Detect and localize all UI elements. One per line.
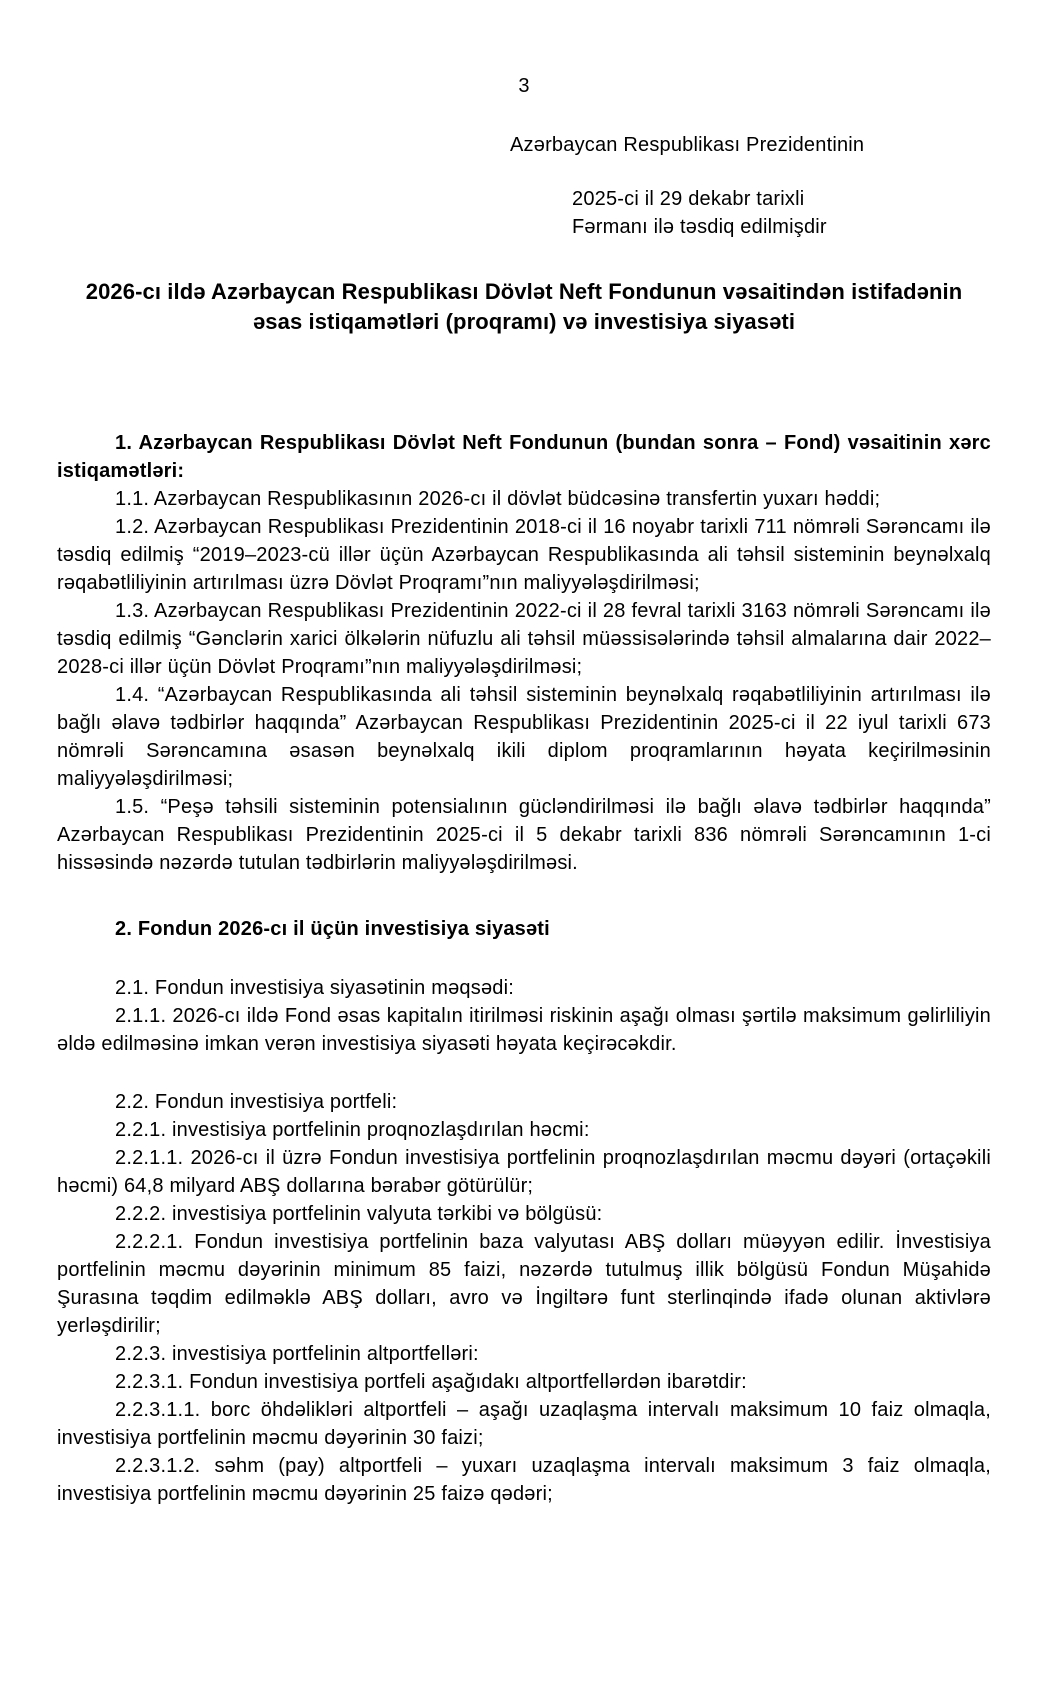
document-title: 2026-cı ildə Azərbaycan Respublikası Dövlət Neft Fondunun vəsaitindən istifadənin əsas istiqamətləri (proqramı) və investisiya siyasəti (85, 279, 963, 334)
clause-2-2-3-1: 2.2.3.1. Fondun investisiya portfeli aşağıdakı altportfellərdən ibarətdir: (115, 1371, 747, 1393)
clause-1-3: 1.3. Azərbaycan Respublikası Prezidentinin 2022-ci il 28 fevral tarixli 3163 nömrəli Sərəncamı ilə təsdiq edilmiş “Gənclərin xarici ölkələrin nüfuzlu ali təhsil müəssisələrində təhsil almalarına dair 2022–2028-ci illər üçün Dövlət Proqramı”nın maliyyələşdirilməsi; (57, 600, 991, 678)
document-body (57, 429, 991, 1508)
page-number: 3 (518, 75, 530, 97)
approval-approved-line: Fərmanı ilə təsdiq edilmişdir (572, 216, 827, 238)
clause-2-2: 2.2. Fondun investisiya portfeli: (115, 1091, 398, 1113)
clause-2-2-2: 2.2.2. investisiya portfelinin valyuta tərkibi və bölgüsü: (115, 1203, 603, 1225)
clause-1-2: 1.2. Azərbaycan Respublikası Prezidentinin 2018-ci il 16 noyabr tarixli 711 nömrəli Sərəncamı ilə təsdiq edilmiş “2019–2023-cü illər üçün Azərbaycan Respublikasında ali təhsil sisteminin beynəlxalq rəqabətliliyinin artırılması üzrə Dövlət Proqramı”nın maliyyələşdirilməsi; (57, 516, 991, 594)
clause-2-2-3: 2.2.3. investisiya portfelinin altportfelləri: (115, 1343, 479, 1365)
clause-2-1: 2.1. Fondun investisiya siyasətinin məqsədi: (115, 977, 515, 999)
approval-date-line: 2025-ci il 29 dekabr tarixli (572, 188, 805, 210)
approval-block (57, 131, 991, 241)
clause-2-2-1-1: 2.2.1.1. 2026-cı il üzrə Fondun investisiya portfelinin proqnozlaşdırılan məcmu dəyəri (ortaçəkili həcmi) 64,8 milyard ABŞ dollarına bərabər götürülür; (57, 1147, 991, 1197)
clause-2-2-3-1-1: 2.2.3.1.1. borc öhdəlikləri altportfeli – aşağı uzaqlaşma intervalı maksimum 10 faiz olmaqla, investisiya portfelinin məcmu dəyərinin 30 faizi; (57, 1399, 991, 1449)
clause-2-2-3-1-2: 2.2.3.1.2. səhm (pay) altportfeli – yuxarı uzaqlaşma intervalı maksimum 3 faiz olmaqla, investisiya portfelinin məcmu dəyərinin 25 faizə qədəri; (57, 1455, 991, 1505)
clause-1-1: 1.1. Azərbaycan Respublikasının 2026-cı il dövlət büdcəsinə transfertin yuxarı həddi; (115, 488, 881, 510)
approval-authority-line: Azərbaycan Respublikası Prezidentinin (510, 134, 865, 156)
section-1-heading: 1. Azərbaycan Respublikası Dövlət Neft Fondunun (bundan sonra – Fond) vəsaitinin xərc istiqamətləri: (57, 432, 991, 482)
clause-2-1-1: 2.1.1. 2026-cı ildə Fond əsas kapitalın itirilməsi riskinin aşağı olması şərtilə maksimum gəlirliliyin əldə edilməsinə imkan verən investisiya siyasəti həyata keçirəcəkdir. (57, 1005, 991, 1055)
clause-1-4: 1.4. “Azərbaycan Respublikasında ali təhsil sisteminin beynəlxalq rəqabətliliyinin artırılması ilə bağlı əlavə tədbirlər haqqında” Azərbaycan Respublikası Prezidentinin 2025-ci il 22 iyul tarixli 673 nömrəli Sərəncamına əsasən beynəlxalq ikili diplom proqramlarının həyata keçirilməsinin maliyyələşdirilməsi; (57, 684, 991, 790)
clause-2-2-1: 2.2.1. investisiya portfelinin proqnozlaşdırılan həcmi: (115, 1119, 590, 1141)
clause-1-5: 1.5. “Peşə təhsili sisteminin potensialının gücləndirilməsi ilə bağlı əlavə tədbirlər haqqında” Azərbaycan Respublikası Prezidentinin 2025-ci il 5 dekabr tarixli 836 nömrəli Sərəncamının 1-ci hissəsində nəzərdə tutulan tədbirlərin maliyyələşdirilməsi. (57, 796, 991, 874)
clause-2-2-2-1: 2.2.2.1. Fondun investisiya portfelinin baza valyutası ABŞ dolları müəyyən edilir. İnvestisiya portfelinin məcmu dəyərinin minimum 85 faizi, nəzərdə tutulmuş illik bölgüsü Fondun Müşahidə Şurasına təqdim edilməklə ABŞ dolları, avro və İngiltərə funt sterlinqində ifadə olunan aktivlərə yerləşdirilir; (57, 1231, 991, 1337)
section-2-heading: 2. Fondun 2026-cı il üçün investisiya siyasəti (115, 918, 550, 940)
